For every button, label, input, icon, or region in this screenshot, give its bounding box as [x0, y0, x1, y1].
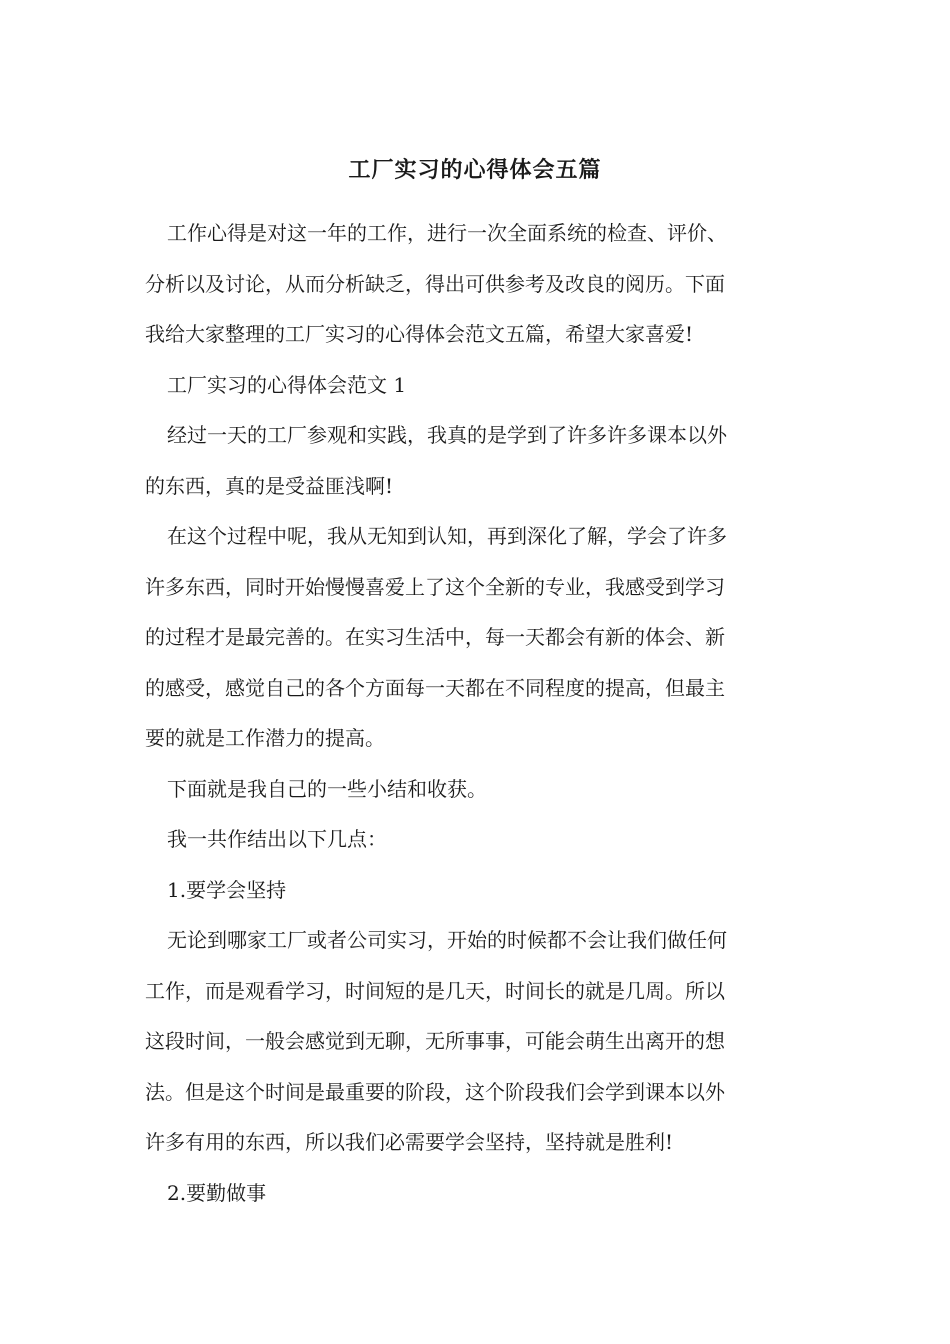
text-line: 在这个过程中呢，我从无知到认知，再到深化了解，学会了许多	[167, 524, 727, 548]
text-line: 工作心得是对这一年的工作，进行一次全面系统的检查、评价、	[167, 221, 727, 245]
paragraph	[145, 511, 807, 764]
text-line: 许多东西，同时开始慢慢喜爱上了这个全新的专业，我感受到学习	[145, 574, 725, 599]
text-line: 2.要勤做事	[167, 1180, 267, 1205]
text-line: 的感受，感觉自己的各个方面每一天都在不同程度的提高，但最主	[145, 675, 725, 700]
list-point-heading	[145, 865, 807, 916]
paragraph	[145, 814, 807, 865]
paragraph	[145, 764, 807, 815]
text-line: 这段时间，一般会感觉到无聊，无所事事，可能会萌生出离开的想	[145, 1029, 725, 1053]
text-line: 要的就是工作潜力的提高。	[145, 726, 385, 750]
text-line: 工厂实习的心得体会范文 1	[167, 372, 407, 397]
text-line: 许多有用的东西，所以我们必需要学会坚持，坚持就是胜利!	[145, 1130, 674, 1154]
paragraph	[145, 410, 807, 511]
text-line: 经过一天的工厂参观和实践，我真的是学到了许多许多课本以外	[167, 423, 727, 447]
document-title: 工厂实习的心得体会五篇	[348, 157, 602, 183]
text-line: 我一共作结出以下几点：	[167, 827, 387, 851]
text-line: 分析以及讨论，从而分析缺乏，得出可供参考及改良的阅历。下面	[145, 271, 725, 296]
text-line: 的过程才是最完善的。在实习生活中，每一天都会有新的体会、新	[145, 625, 725, 649]
text-line: 的东西，真的是受益匪浅啊!	[145, 473, 394, 498]
list-point-heading	[145, 1168, 807, 1219]
text-line: 无论到哪家工厂或者公司实习，开始的时候都不会让我们做任何	[167, 928, 727, 952]
text-line: 下面就是我自己的一些小结和收获。	[167, 776, 487, 801]
paragraph	[145, 915, 807, 1168]
section-heading	[145, 360, 807, 411]
text-line: 工作，而是观看学习，时间短的是几天，时间长的就是几周。所以	[145, 978, 725, 1003]
text-line: 法。但是这个时间是最重要的阶段，这个阶段我们会学到课本以外	[145, 1079, 725, 1104]
paragraph-intro	[145, 208, 807, 360]
text-line: 1.要学会坚持	[167, 877, 287, 902]
document-body	[145, 208, 807, 1218]
text-line: 我给大家整理的工厂实习的心得体会范文五篇，希望大家喜爱!	[145, 322, 694, 346]
